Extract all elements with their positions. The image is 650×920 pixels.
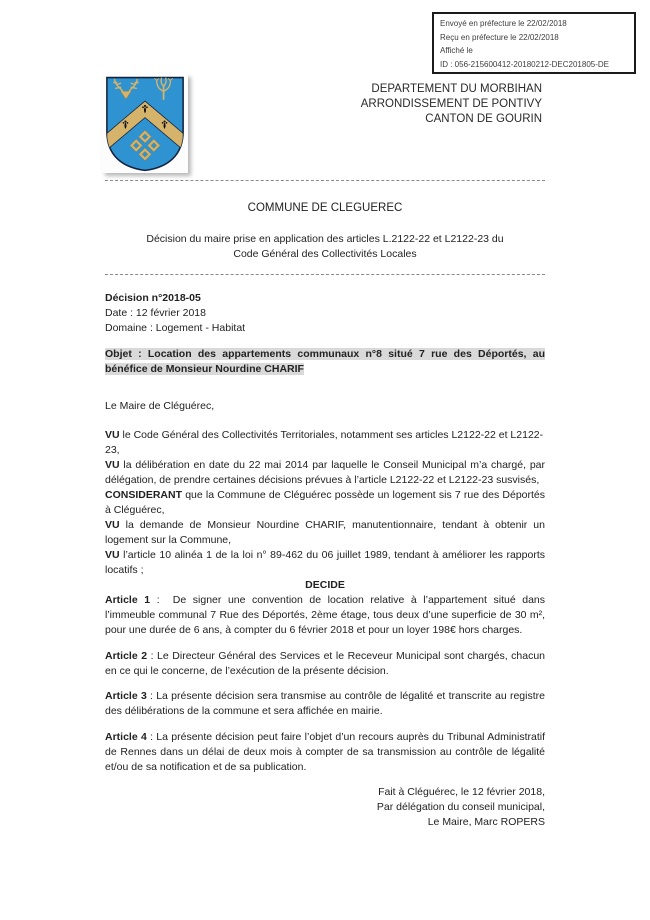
recital-1: VU le Code Général des Collectivités Territoriales, notamment ses articles L2122-22 et L2122-23, bbox=[105, 429, 544, 456]
signature-place-date: Fait à Cléguérec, le 12 février 2018, bbox=[378, 786, 545, 798]
salutation: Le Maire de Cléguérec, bbox=[105, 400, 215, 412]
subject-highlight: Objet : Location des appartements communaux n°8 situé 7 rue des Déportés, au bénéfice de Monsieur Nourdine CHARIF bbox=[105, 348, 545, 375]
signature-delegation: Par délégation du conseil municipal, bbox=[376, 801, 545, 813]
decision-number: Décision n°2018-05 bbox=[105, 292, 201, 304]
stamp-line-id: ID : 056-215600412-20180212-DEC201805-DE bbox=[440, 59, 610, 69]
articles bbox=[105, 593, 545, 775]
article-3: Article 3 : La présente décision sera transmise au contrôle de légalité et transcrite au registre des délibérations de la commune et sera affichée en mairie. bbox=[105, 690, 545, 717]
letterhead-canton: CANTON DE GOURIN bbox=[425, 113, 542, 125]
divider-top bbox=[105, 180, 545, 181]
article-2: Article 2 : Le Directeur Général des Services et le Receveur Municipal sont chargés, chacun en ce qui le concerne, de l’exécution de la présente décision. bbox=[105, 649, 546, 677]
decision-domain: Domaine : Logement - Habitat bbox=[105, 322, 246, 334]
decision-subject bbox=[105, 347, 545, 377]
article-1: Article 1 : De signer une convention de location relative à l’appartement situé dans l’immeuble communal 7 Rue des Déportés, 2ème étage, tous deux d’une superficie de 30 m², pour une durée de 6 ans, à compter du 6 février 2018 et pour un loyer 198€ hors charges. bbox=[105, 594, 546, 636]
stamp-line-sent: Envoyé en préfecture le 22/02/2018 bbox=[440, 19, 567, 28]
recitals bbox=[105, 428, 545, 578]
coat-of-arms-icon bbox=[102, 74, 188, 173]
signature-signer: Le Maire, Marc ROPERS bbox=[427, 816, 545, 828]
signature-block bbox=[105, 785, 545, 830]
letterhead-department: DEPARTEMENT DU MORBIHAN bbox=[371, 83, 542, 95]
commune-title: COMMUNE DE CLEGUEREC bbox=[247, 202, 403, 214]
recital-5: VU l’article 10 alinéa 1 de la loi n° 89-462 du 06 juillet 1989, tendant à améliorer les rapports locatifs ; bbox=[105, 549, 545, 576]
decision-date: Date : 12 février 2018 bbox=[105, 307, 206, 319]
decide-heading: DECIDE bbox=[305, 579, 345, 591]
recital-3: CONSIDERANT que la Commune de Cléguérec possède un logement sis 7 rue des Déportés à Cléguérec, bbox=[105, 489, 545, 516]
stamp-line-received: Reçu en préfecture le 22/02/2018 bbox=[440, 32, 559, 42]
article-4: Article 4 : La présente décision peut faire l’objet d’un recours auprès du Tribunal Administratif de Rennes dans un délai de deux mois à compter de sa transmission au contrôle de légalité et/ou de sa notification et de sa publication. bbox=[105, 730, 545, 773]
document-content bbox=[105, 180, 545, 830]
recital-2: VU la délibération en date du 22 mai 2014 par laquelle le Conseil Municipal m’a chargé, par délégation, de prendre certaines décisions prévues à l’article L2122-22 et L2122-23 susvisés, bbox=[105, 459, 545, 486]
document-subtitle: Décision du maire prise en application des articles L.2122-22 et L2122-23 du Code Général des Collectivités Locales bbox=[146, 233, 504, 260]
prefecture-stamp-box bbox=[432, 12, 636, 74]
recital-4: VU la demande de Monsieur Nourdine CHARIF, manutentionnaire, tendant à obtenir un logement sur la Commune, bbox=[105, 519, 545, 546]
stamp-line-posted: Affiché le bbox=[440, 46, 473, 55]
coat-of-arms bbox=[102, 74, 188, 173]
divider-bottom bbox=[105, 274, 545, 275]
decision-meta bbox=[105, 291, 545, 336]
letterhead-arrondissement: ARRONDISSEMENT DE PONTIVY bbox=[360, 98, 542, 110]
letterhead bbox=[361, 82, 542, 127]
